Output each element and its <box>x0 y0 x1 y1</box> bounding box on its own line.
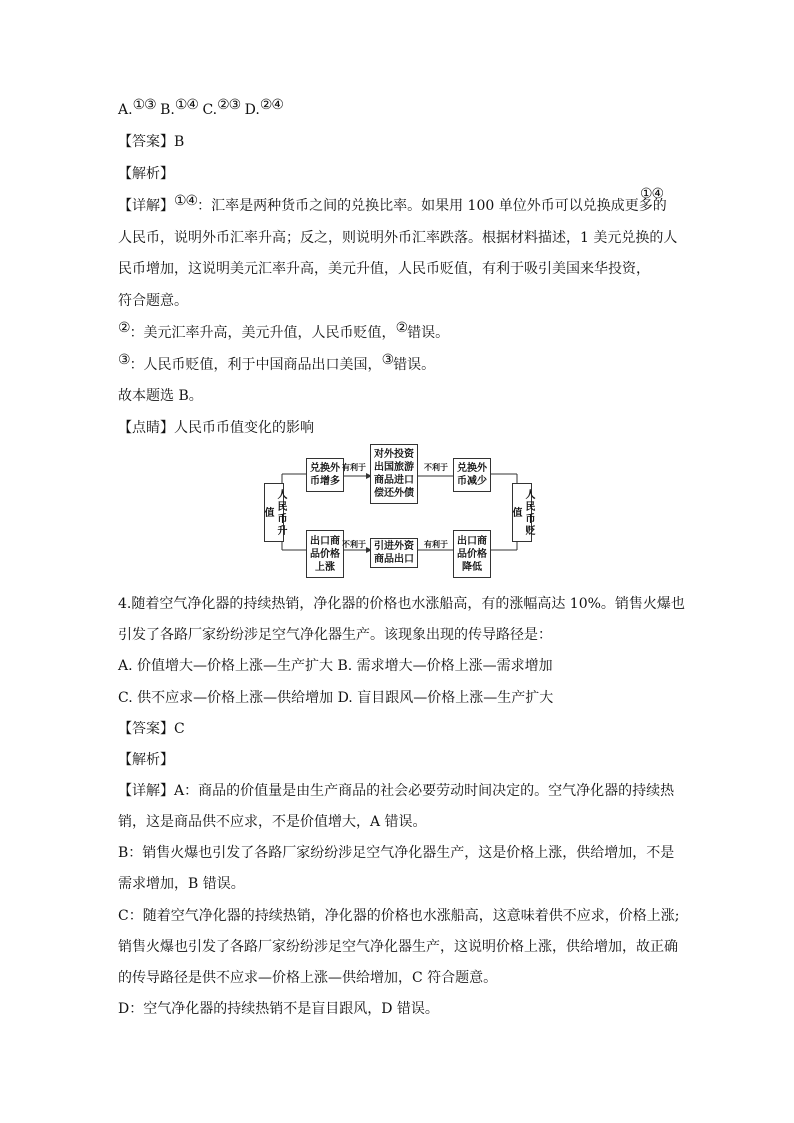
q4-detail-b2: 需求增加，B 错误。 <box>118 876 245 892</box>
box-export-price-rise: 出口商品价格上涨 <box>306 530 344 578</box>
circled-2: ② <box>118 320 130 336</box>
box-foreign-capital-export: 引进外资商品出口 <box>370 538 418 568</box>
q4-stem-line2: 引发了各路厂家纷纷涉足空气净化器生产。该现象出现的传导路径是： <box>118 627 552 643</box>
box-export-price-fall: 出口商品价格降低 <box>453 530 491 578</box>
label-favorable-bottom: 有利于 <box>424 539 448 549</box>
option-c-prefix: C. <box>202 102 218 118</box>
q4-detail-c2: 销售火爆也引发了各路厂家纷纷涉足空气净化器生产，这说明价格上涨，供给增加，故正确 <box>118 939 678 955</box>
detail-circled-numbers: ①④ <box>174 193 198 209</box>
q3-line4: 符合题意。 <box>118 293 188 309</box>
rmb-value-diagram <box>262 442 537 582</box>
q4-detail-d1: D：空气净化器的持续热销不是盲目跟风，D 错误。 <box>118 1001 439 1017</box>
option-c-value: ②③ <box>217 97 241 113</box>
q3-line2: 人民币，说明外币汇率升高；反之，则说明外币汇率跌落。根据材料描述，1 美元兑换的人 <box>118 230 678 246</box>
q3-line7: 故本题选 B。 <box>118 388 203 404</box>
q3-detail-line1 <box>118 193 667 216</box>
q4-detail-a1: 【详解】A：商品的价值量是由生产商品的社会必要劳动时间决定的。空气净化器的持续热 <box>118 783 675 799</box>
q3-options <box>118 97 283 120</box>
option-a-value: ①③ <box>132 97 156 113</box>
box-rmb-depreciation: 人民币贬值 <box>512 483 532 542</box>
label-unfavorable-top: 不利于 <box>424 462 448 472</box>
q4-options-cd: C. 供不应求—价格上涨—供给增加 D. 盲目跟风—价格上涨—生产扩大 <box>118 690 554 706</box>
q4-stem-line1: 4.随着空气净化器的持续热销，净化器的价格也水涨船高，有的涨幅高达 10%。销售火爆也 <box>118 596 685 612</box>
circled-3b: ③ <box>381 352 394 368</box>
q4-detail-a2: 销，这是商品供不应求，不是价值增大，A 错误。 <box>118 814 427 830</box>
line5-end: 错误。 <box>407 325 450 341</box>
circled-2b: ② <box>395 320 408 336</box>
option-a-prefix: A. <box>118 102 133 118</box>
line6-end: 错误。 <box>393 357 436 373</box>
line6-text: ：人民币贬值，利于中国商品出口美国， <box>129 357 382 373</box>
q3-answer: 【答案】B <box>118 134 185 150</box>
q3-line3: 民币增加，这说明美元汇率升高，美元升值，人民币贬值，有利于吸引美国来华投资， <box>118 261 650 277</box>
q4-detail-b1: B：销售火爆也引发了各路厂家纷纷涉足空气净化器生产，这是价格上涨，供给增加，不是 <box>118 845 675 861</box>
label-unfavorable-bottom: 不利于 <box>342 539 366 549</box>
q3-line6 <box>118 352 436 375</box>
q3-analysis-heading: 【解析】 <box>118 166 174 182</box>
q4-detail-c3: 的传导路径是供不应求—价格上涨—供给增加，C 符合题意。 <box>118 970 498 986</box>
q4-detail-c1: C：随着空气净化器的持续热销，净化器的价格也水涨船高，这意味着供不应求，价格上涨; <box>118 908 680 924</box>
q3-point: 【点睛】人民币币值变化的影响 <box>118 420 314 436</box>
option-b-prefix: B. <box>160 102 175 118</box>
label-favorable-top: 有利于 <box>342 462 366 472</box>
q4-answer: 【答案】C <box>118 721 185 737</box>
option-d-prefix: D. <box>244 102 260 118</box>
option-d-value: ②④ <box>259 97 283 113</box>
box-investment-travel-import: 对外投资出国旅游商品进口偿还外债 <box>370 444 418 504</box>
detail-text: ：汇率是两种货币之间的兑换比率。如果用 100 单位外币可以兑换成更多的 <box>197 198 667 214</box>
line5-text: ：美元汇率升高，美元升值，人民币贬值， <box>129 325 396 341</box>
detail-overlay-numbers: ①④ <box>640 186 664 202</box>
circled-3: ③ <box>118 352 130 368</box>
q4-analysis-heading: 【解析】 <box>118 752 174 768</box>
q3-line5 <box>118 320 450 343</box>
box-rmb-appreciation: 人民币升值 <box>264 483 284 542</box>
detail-tag: 【详解】 <box>118 198 174 214</box>
box-more-foreign-currency: 兑换外币增多 <box>306 458 344 492</box>
q4-options-ab: A. 价值增大—价格上涨—生产扩大 B. 需求增大—价格上涨—需求增加 <box>118 658 553 674</box>
option-b-value: ①④ <box>174 97 198 113</box>
box-less-foreign-currency: 兑换外币减少 <box>453 458 491 492</box>
